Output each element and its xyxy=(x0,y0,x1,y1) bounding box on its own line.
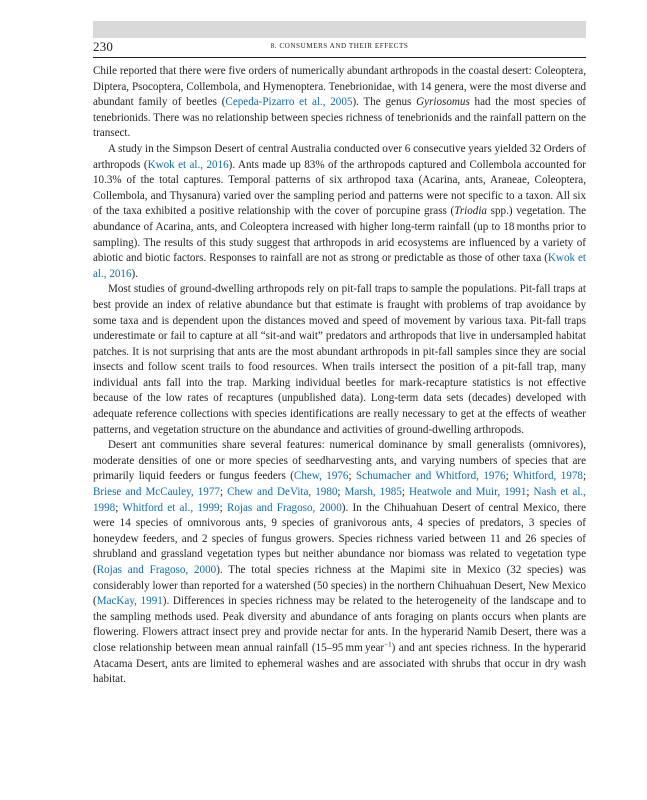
italic-term: Triodia xyxy=(454,205,487,218)
text-run: ; xyxy=(401,486,410,499)
citation-link[interactable]: Briese and McCauley, 1977 xyxy=(93,486,220,499)
page-header xyxy=(93,39,586,57)
text-run: ). In the Chihuahuan Desert of central Mexico, there were 14 species of omnivorous ants, 9 species of granivorous ants, 4 species of predators, 3 species of honeydew feeders, and 2 species of fungus growers. Species richness varied between 11 and 26 species of shrubland and grassland vegetation types but neither abundance nor biomass was related to vegetation type ( xyxy=(93,501,586,576)
text-run: ; xyxy=(337,486,345,499)
running-head: 8. CONSUMERS AND THEIR EFFECTS xyxy=(270,42,409,50)
citation-link[interactable]: Heatwole and Muir, 1991 xyxy=(409,486,527,499)
text-run: ). xyxy=(131,267,138,280)
text-run: Most studies of ground-dwelling arthropods rely on pit-fall traps to sample the populations. Pit-fall traps at best provide an index of relative abundance but that estimate is fraught with problems of trap avoidance by some taxa and is dependent upon the distances moved and speed of movement by various taxa. Pit-fall traps underestimate or fail to capture at all “sit-and wait” predators and arthropods that live in undersampled habitat patches. It is not surprising that ants are the most abundant arthropods in pit-fall samples since they are social insects and follow scent trails to food resources. When trails intersect the position of a pit-fall trap, many individual ants fall into the trap. Marking individual beetles for mark-recapture statistics is not effective because of the low rates of recaptures (unpublished data). Long-term data sets (decades) developed with adequate reference collections with species identifications are really necessary to get at the effects of weather patterns, and vegetation structure on the abundance and activities of ground-dwelling arthropods. xyxy=(93,283,586,436)
paragraph xyxy=(93,282,586,438)
text-run: ; xyxy=(582,470,587,483)
citation-link[interactable]: Rojas and Fragoso, 2000 xyxy=(96,564,217,576)
text-run: ). Ants made up 83% of the arthropods captured and Collembola accounted for 10.3% of the total captures. Temporal patterns of six arthropod taxa (Acarina, ants, Araneae, Coleoptera, Collembola, and Thysanura) varied over the sampling period and patterns were not specific to a taxon. All six of the taxa exhibited a positive relationship with the cover of porcupine grass ( xyxy=(93,158,586,218)
text-run: ; xyxy=(526,486,534,499)
italic-term: Gyriosomus xyxy=(416,96,470,109)
text-run: Chile reported that there were five orders of numerically abundant arthropods in the coastal desert: Coleoptera, Diptera, Psocoptera, Collembola, and Hymenoptera. Tenebrionidae, with 14 genera, were the most diverse and abundant family of beetles ( xyxy=(93,65,586,109)
text-run: ; xyxy=(348,470,356,483)
citation-link[interactable]: Kwok et al., 2016 xyxy=(93,252,586,280)
citation-link[interactable]: Chew and DeVita, 1980 xyxy=(227,486,338,499)
citation-link[interactable]: Whitford, 1978 xyxy=(512,470,583,483)
text-run: A study in the Simpson Desert of central Australia conducted over 6 consecutive years yielded 32 Orders of arthropods ( xyxy=(93,142,586,171)
text-run: ; xyxy=(505,470,513,483)
text-run: ). The genus xyxy=(352,96,417,109)
text-run: ). The total species richness at the Mapimi site in Mexico (32 species) was considerably lower than reported for a watershed (50 species) in the northern Chihuahuan Desert, New Mexico ( xyxy=(93,564,586,608)
superscript: −1 xyxy=(384,640,392,649)
text-run: ; xyxy=(115,501,123,514)
citation-link[interactable]: Cepeda-Pizarro et al., 2005 xyxy=(225,96,353,109)
citation-link[interactable]: Whitford et al., 1999 xyxy=(122,501,220,514)
citation-link[interactable]: Kwok et al., 2016 xyxy=(147,158,229,171)
citation-link[interactable]: Marsh, 1985 xyxy=(344,486,402,499)
text-run: ; xyxy=(219,501,227,514)
text-run: ) and ant species richness. In the hyperarid Atacama Desert, ants are limited to ephemeral washes and are associated with shrubs that occur in dry wash habitat. xyxy=(93,641,586,686)
text-run: ; xyxy=(219,486,228,499)
header-bar xyxy=(93,21,586,38)
text-run: Desert ant communities share several features: numerical dominance by small generalists (omnivores), moderate densities of one or more species of seedharvesting ants, and varying numbers of species that are primarily liquid feeders or fungus feeders ( xyxy=(93,439,586,483)
paragraph xyxy=(93,438,586,688)
page-number: 230 xyxy=(93,39,114,54)
citation-link[interactable]: MacKay, 1991 xyxy=(96,595,163,608)
citation-link[interactable]: Nash et al., 1998 xyxy=(93,486,586,514)
citation-link[interactable]: Chew, 1976 xyxy=(293,470,349,483)
text-run: ). Differences in species richness may be related to the heterogeneity of the landscape and to the sampling methods used. Peak diversity and abundance of ants foraging on plants occurs when plants are flowering. Flowers attract insect prey and provide nectar for ants. In the hyperarid Namib Desert, there was a close relationship between mean annual rainfall (15–95 mm year xyxy=(93,595,586,654)
paragraph xyxy=(93,142,586,282)
body-text xyxy=(93,64,586,688)
citation-link[interactable]: Rojas and Fragoso, 2000 xyxy=(226,501,342,514)
text-run: had the most species of tenebrionids. There was no relationship between species richness of tenebrionids and the rainfall pattern on the transect. xyxy=(93,96,587,140)
header-rule xyxy=(93,57,586,58)
paragraph xyxy=(93,64,586,142)
citation-link[interactable]: Schumacher and Whitford, 1976 xyxy=(356,470,506,483)
text-run: spp.) vegetation. The abundance of Acarina, ants, and Coleoptera increased with higher long-term rainfall (up to 18 months prior to sampling). The results of this study suggest that arthropods in arid ecosystems are influenced by a variety of abiotic and biotic factors. Responses to rainfall are not as strong or predictable as those of other taxa ( xyxy=(93,205,586,265)
